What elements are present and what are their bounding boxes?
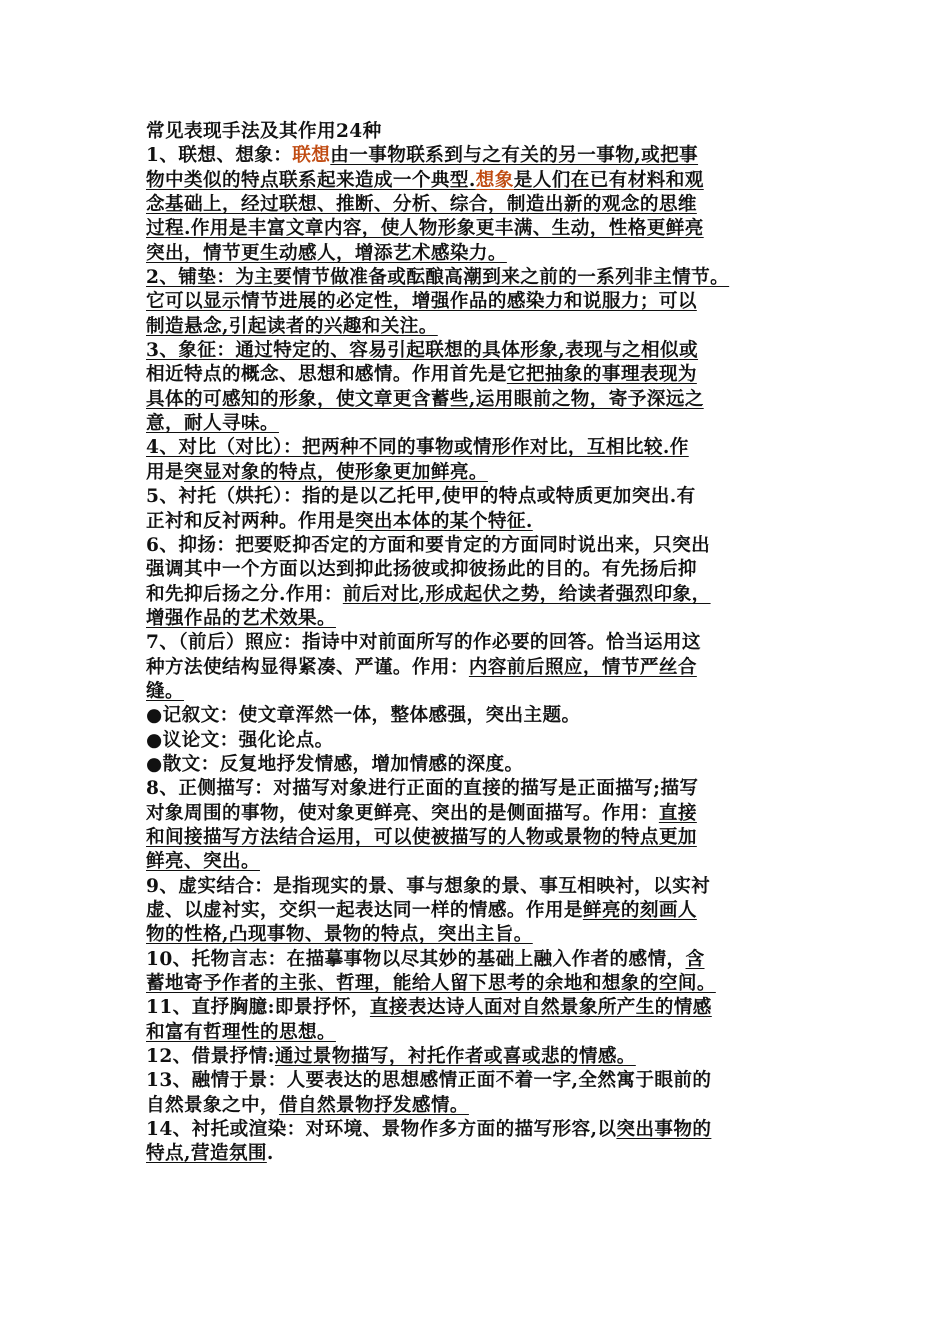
underlined-text: 物中类似的特点联系起来造成一个典型. [146, 169, 476, 191]
text-segment: 13、融情于景：人要表达的思想感情正面不着一字,全然寓于眼前的 [146, 1070, 712, 1092]
text-line [146, 1021, 822, 1045]
underlined-text: 鲜亮、突出。 [146, 851, 260, 873]
underlined-text: 突出事物的 [616, 1119, 712, 1141]
underlined-text: 突出，情节更生动感人，增添艺术感染力。 [146, 242, 507, 264]
text-line [146, 534, 822, 558]
text-line [146, 875, 822, 899]
text-line [146, 583, 822, 607]
highlighted-term: 联想 [292, 145, 331, 167]
underlined-text: 它可以显示情节进展的必定性，增强作品的感染力和说服力；可以 [146, 291, 697, 313]
underlined-text: 借自然景物抒发感情。 [278, 1094, 469, 1116]
underlined-text: 2、铺垫：为主要情节做准备或酝酿高潮到来之前的一系列非主情节。 [146, 267, 730, 289]
text-segment: 11、直抒胸臆:即景抒怀， [146, 997, 370, 1019]
text-line [146, 461, 822, 485]
text-line [146, 1069, 822, 1093]
underlined-text: 鲜亮的刻画人 [582, 900, 697, 921]
text-line [146, 972, 822, 996]
text-line [146, 996, 822, 1020]
underlined-text: 制造悬念,引起读者的兴趣和关注。 [146, 315, 438, 337]
underlined-text: 直接表达诗人面对自然景象所产生的情感 [369, 997, 712, 1019]
underlined-text: 丰富文章内容，使人物形象更丰满、生动，性格更鲜亮 [247, 218, 704, 240]
text-line [146, 850, 822, 874]
text-segment: 正衬和反衬两种。作用是 [146, 510, 355, 532]
text-line [146, 923, 822, 947]
text-line [146, 656, 822, 680]
text-segment: 相近特点的概念、思想和感情。作用首先是 [146, 364, 507, 386]
text-line [146, 948, 822, 972]
text-line [146, 412, 822, 436]
text-segment: 5、衬托（烘托）：指的是以乙托甲,使甲的特点或特质更加突出.有 [146, 486, 696, 508]
text-segment: ●议论文：强化论点。 [146, 729, 334, 751]
underlined-text: 和富有哲理性的思想。 [146, 1021, 336, 1043]
text-segment: 自然景象之中， [146, 1094, 279, 1116]
text-segment: 强调其中一个方面以达到抑此扬彼或抑彼扬此的目的。有先扬后抑 [146, 559, 697, 581]
underlined-text: 通过景物描写，衬托作者或喜或悲的情感。 [274, 1046, 636, 1068]
page-title: 常见表现手法及其作用24种 [146, 121, 382, 142]
text-line [146, 1094, 822, 1118]
text-segment: . [266, 1143, 274, 1165]
underlined-text: 3、象征：通过特定的、容易引起联想的具体形象,表现与之相似或 [146, 340, 699, 362]
text-line [146, 217, 822, 241]
underlined-text: 前后对比,形成起伏之势，给读者强烈印象， [342, 583, 711, 605]
text-line [146, 485, 822, 509]
text-segment: 虚、以虚衬实，交织一起表达同一样的情感。作用是 [146, 900, 583, 921]
underlined-text: 4、对比（对比）：把两种不同的事物或情形作对比，互相比较.作 [146, 437, 689, 459]
text-line [146, 631, 822, 655]
underlined-text: 蓄地寄予作者的主张、哲理，能给人留下思考的余地和想象的空间。 [146, 973, 716, 995]
underlined-text: 突出本体的某个特征. [354, 510, 533, 532]
text-line [146, 899, 822, 923]
text-line [146, 680, 822, 704]
text-line [146, 1142, 822, 1166]
text-segment: 14、衬托或渲染：对环境、景物作多方面的描写形容,以 [146, 1119, 617, 1141]
text-segment: 种方法使结构显得紧凑、严谨。作用： [146, 656, 469, 678]
document-body [146, 120, 822, 1167]
text-segment: 10、托物言志：在描摹事物以尽其妙的基础上融入作者的感情， [146, 948, 686, 970]
text-line [146, 315, 822, 339]
text-segment: 对象周围的事物，使对象更鲜亮、突出的是侧面描写。作用： [146, 802, 659, 824]
underlined-text: 突显对象的特点，使形象更加鲜亮。 [184, 461, 488, 483]
underlined-text: 含 [685, 948, 705, 970]
text-line [146, 510, 822, 534]
text-segment: ●散文：反复地抒发情感，增加情感的深度。 [146, 753, 524, 775]
text-line [146, 242, 822, 266]
text-segment: 7、（前后）照应：指诗中对前面所写的作必要的回答。恰当运用这 [146, 632, 701, 654]
text-line [146, 607, 822, 631]
highlighted-term: 想象 [475, 169, 514, 191]
text-line [146, 826, 822, 850]
text-line [146, 388, 822, 412]
underlined-text: 是人们在已有材料和观 [513, 169, 704, 191]
text-line [146, 802, 822, 826]
underlined-text: 和间接描写方法结合运用，可以使被描写的人物或景物的特点更加 [146, 826, 697, 848]
bullet-item [146, 704, 822, 728]
text-segment: 9、虚实结合：是指现实的景、事与想象的景、事互相映衬，以实衬 [146, 875, 711, 897]
underlined-text: 增强作品的艺术效果。 [146, 607, 336, 629]
text-segment: 8、正侧描写：对描写对象进行正面的直接的描写是正面描写;描写 [146, 778, 699, 800]
text-line [146, 144, 822, 168]
underlined-text: 直接 [658, 802, 697, 824]
text-segment: 1、联想、想象： [146, 145, 293, 167]
text-segment: 和先抑后扬之分.作用： [146, 583, 343, 605]
underlined-text: 物的性格,凸现事物、景物的特点，突出主旨。 [146, 924, 533, 946]
text-segment: 6、抑扬：把要贬抑否定的方面和要肯定的方面同时说出来，只突出 [146, 534, 711, 556]
text-line [146, 558, 822, 582]
bullet-item [146, 729, 822, 753]
text-line [146, 169, 822, 193]
text-line [146, 290, 822, 314]
text-segment: ●记叙文：使文章浑然一体，整体感强，突出主题。 [146, 705, 581, 727]
text-line [146, 339, 822, 363]
text-line [146, 363, 822, 387]
text-line [146, 193, 822, 217]
underlined-text: 具体的可感知的形象，使文章更含蓄些,运用眼前之物，寄予深远之 [146, 388, 704, 410]
text-line [146, 777, 822, 801]
text-line [146, 266, 822, 290]
bullet-item [146, 753, 822, 777]
underlined-text: 它把抽象的事理表现为 [506, 364, 697, 386]
underlined-text: 缝。 [146, 680, 184, 702]
underlined-text: 特点,营造氛围 [146, 1143, 267, 1165]
text-segment: 12、借景抒情: [146, 1046, 275, 1068]
underlined-text: 内容前后照应，情节严丝合 [468, 656, 697, 678]
underlined-text: 念基础上，经过联想、推断、分析、综合，制造出新的观念的思维 [146, 194, 697, 216]
underlined-text: 过程.作用是 [146, 218, 248, 240]
text-line [146, 1045, 822, 1069]
text-line [146, 436, 822, 460]
underlined-text: 意，耐人寻味。 [146, 413, 279, 435]
text-segment: 用是 [146, 461, 184, 483]
underlined-text: 由一事物联系到与之有关的另一事物,或把事 [330, 145, 699, 167]
text-line [146, 1118, 822, 1142]
